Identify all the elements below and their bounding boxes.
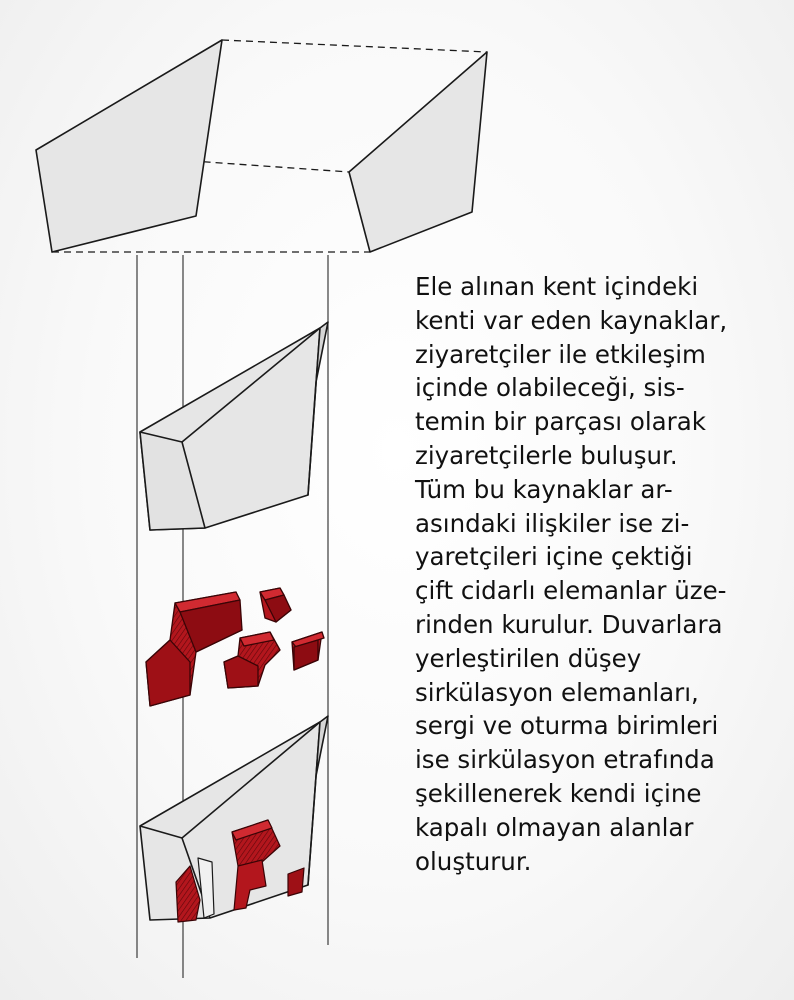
description-line: yerleştirilen düşey [415,643,642,673]
red-block-large-circulation [146,592,242,706]
red-block-seating-cluster [224,632,280,688]
layer-double-wall [140,322,328,530]
description-line: Tüm bu kaynaklar ar- [415,474,673,504]
layer-top-walls [36,40,487,252]
description-line: temin bir parçası olarak [415,407,706,437]
description-line: sergi ve oturma birimleri [415,711,719,741]
description-line: kenti var eden kaynaklar, [415,305,728,335]
top-wall-right [349,52,487,252]
description-text [415,270,785,878]
description-line: kapalı olmayan alanlar [415,812,694,842]
description-line: oluşturur. [415,846,532,876]
red-block-cube [292,632,324,670]
description-line: yaretçileri içine çektiği [415,542,693,572]
description-line: Ele alınan kent içindeki [415,272,699,301]
description-line: çift cidarlı elemanlar üze- [415,576,727,606]
description-line: sirkülasyon elemanları, [415,677,699,707]
description-line: ise sirkülasyon etrafında [415,745,715,775]
description-line: içinde olabileceği, sis- [415,373,685,403]
red-block-small-vertical [260,588,291,622]
description-line: asındaki ilişkiler ise zi- [415,508,690,538]
description-line: ziyaretçiler ile etkileşim [415,339,706,369]
description-line: rinden kurulur. Duvarlara [415,609,723,639]
description-line: ziyaretçilerle buluşur. [415,440,678,470]
top-wall-left [36,40,222,252]
layer-red-blocks [146,588,324,706]
description-line: şekillenerek kendi içine [415,778,702,808]
